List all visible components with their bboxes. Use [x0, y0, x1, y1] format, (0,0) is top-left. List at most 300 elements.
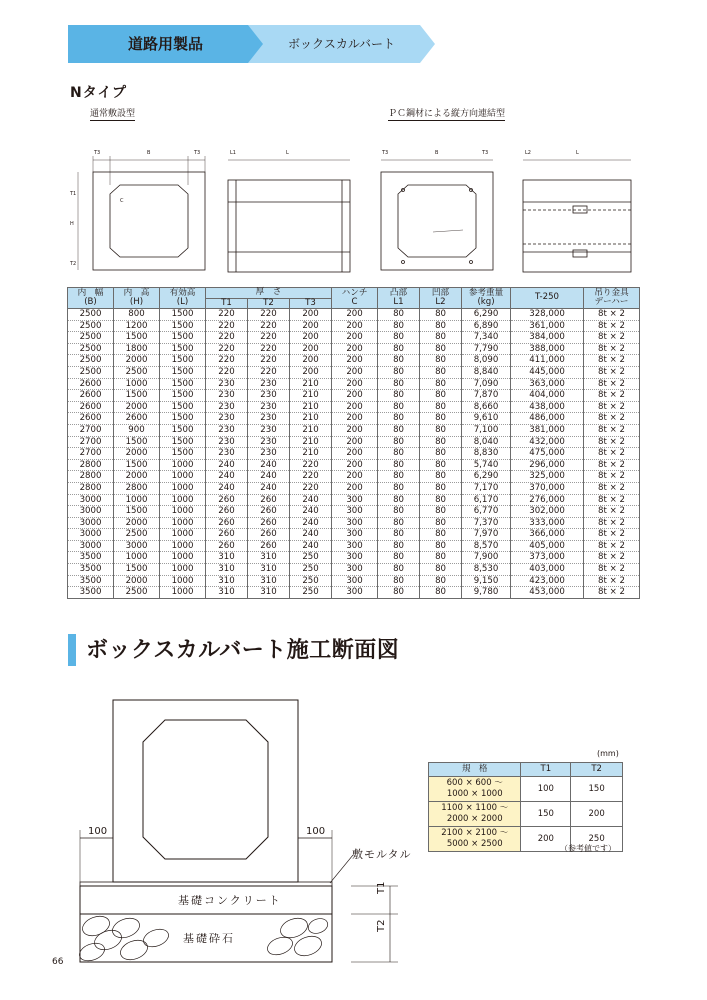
table-cell: 1000 [160, 575, 206, 587]
table-cell: 8t × 2 [584, 355, 640, 367]
table-cell: 8,570 [462, 540, 511, 552]
table-cell: 310 [206, 587, 248, 599]
table-cell: 310 [206, 575, 248, 587]
table-cell: 310 [206, 552, 248, 564]
table-row [68, 471, 640, 483]
table-cell: 210 [290, 401, 332, 413]
dim-l: L [286, 150, 289, 156]
table-cell: 325,000 [511, 471, 584, 483]
table-cell: 8t × 2 [584, 424, 640, 436]
table-cell: 80 [420, 309, 462, 321]
table-cell: 1500 [160, 390, 206, 402]
table-cell: 3000 [68, 517, 114, 529]
table-cell: 2500 [114, 366, 160, 378]
table-cell: 240 [206, 471, 248, 483]
table-cell: 80 [378, 390, 420, 402]
table-cell: 310 [248, 564, 290, 576]
table-row [68, 482, 640, 494]
table-cell: 361,000 [511, 320, 584, 332]
table-cell: 8t × 2 [584, 366, 640, 378]
dim-b-pc: B [435, 150, 439, 156]
table-cell: 220 [290, 471, 332, 483]
table-cell: 6,290 [462, 309, 511, 321]
table-cell: 230 [248, 401, 290, 413]
table-cell: 2500 [68, 366, 114, 378]
table-cell: 8t × 2 [584, 517, 640, 529]
table-cell: 2000 [114, 517, 160, 529]
table-cell: 363,000 [511, 378, 584, 390]
table-cell: 1000 [160, 552, 206, 564]
table-cell: 200 [332, 355, 378, 367]
table-cell: 240 [290, 517, 332, 529]
page-number: 66 [52, 957, 64, 967]
col-t3: T3 [290, 298, 332, 309]
table-cell: 80 [378, 355, 420, 367]
section-title-bar [68, 634, 76, 666]
table-cell: 240 [206, 482, 248, 494]
table-cell: 1000 [160, 482, 206, 494]
table-cell: 403,000 [511, 564, 584, 576]
table-cell: 9,610 [462, 413, 511, 425]
dim-l2: L2 [525, 150, 531, 156]
table-cell: 80 [420, 401, 462, 413]
cross-section-diagram [68, 690, 418, 970]
table-cell: 411,000 [511, 355, 584, 367]
table-cell: 80 [420, 320, 462, 332]
table-cell: 2000 [114, 471, 160, 483]
table-cell: 366,000 [511, 529, 584, 541]
table-cell: 8t × 2 [584, 506, 640, 518]
table-cell: 220 [206, 343, 248, 355]
foundation-concrete-label: 基礎コンクリート [178, 894, 282, 907]
table-cell: 250 [290, 552, 332, 564]
table-cell: 200 [332, 424, 378, 436]
table-cell: 260 [248, 506, 290, 518]
table-cell: 8t × 2 [584, 564, 640, 576]
table-cell: 260 [206, 494, 248, 506]
table-cell: 388,000 [511, 343, 584, 355]
thickness-col-t1: T1 [521, 763, 571, 777]
table-cell: 80 [378, 436, 420, 448]
crushed-stone-label: 基礎砕石 [183, 932, 235, 945]
table-cell: 220 [248, 309, 290, 321]
side-view-standard [228, 150, 350, 272]
table-cell: 2000 [114, 401, 160, 413]
table-cell: 1800 [114, 343, 160, 355]
table-cell: 80 [420, 378, 462, 390]
table-cell: 1000 [114, 378, 160, 390]
thickness-col-spec: 規 格 [429, 763, 521, 777]
table-cell: 7,100 [462, 424, 511, 436]
table-cell: 6,890 [462, 320, 511, 332]
table-cell: 8,090 [462, 355, 511, 367]
table-cell: 240 [290, 529, 332, 541]
table-cell: 200 [290, 366, 332, 378]
table-cell: 220 [248, 332, 290, 344]
table-cell: 1000 [160, 471, 206, 483]
table-cell: 80 [378, 587, 420, 599]
table-cell: 2500 [68, 343, 114, 355]
table-cell: 2500 [114, 529, 160, 541]
table-cell: 7,970 [462, 529, 511, 541]
type-title: Nタイプ [70, 85, 128, 101]
table-cell: 3500 [68, 575, 114, 587]
table-cell: 2500 [114, 587, 160, 599]
table-cell: 1500 [160, 332, 206, 344]
table-cell: 80 [420, 471, 462, 483]
table-cell: 8t × 2 [584, 401, 640, 413]
table-cell: 220 [206, 366, 248, 378]
table-cell: 240 [290, 494, 332, 506]
table-cell: 200 [290, 355, 332, 367]
table-cell: 220 [248, 355, 290, 367]
table-cell: 370,000 [511, 482, 584, 494]
table-cell: 432,000 [511, 436, 584, 448]
table-row [68, 552, 640, 564]
table-cell: 80 [420, 517, 462, 529]
table-row [68, 506, 640, 518]
table-cell: 80 [378, 529, 420, 541]
table-cell: 230 [206, 436, 248, 448]
table-cell: 5,740 [462, 459, 511, 471]
table-cell: 240 [248, 471, 290, 483]
table-cell: 240 [248, 459, 290, 471]
table-cell: 80 [378, 459, 420, 471]
table-cell: 230 [206, 448, 248, 460]
table-cell: 1500 [114, 459, 160, 471]
table-cell: 80 [378, 564, 420, 576]
thickness-row: 2100 × 2100 ～ 5000 × 2500 200 250 [429, 827, 623, 852]
table-cell: 2500 [68, 320, 114, 332]
table-cell: 8t × 2 [584, 459, 640, 471]
table-cell: 250 [290, 587, 332, 599]
table-cell: 310 [248, 575, 290, 587]
front-view-pc [381, 150, 493, 270]
table-cell: 80 [420, 355, 462, 367]
table-cell: 2800 [68, 471, 114, 483]
table-row [68, 401, 640, 413]
table-cell: 3500 [68, 564, 114, 576]
table-cell: 300 [332, 506, 378, 518]
dim-t2-section: T2 [376, 919, 387, 932]
table-cell: 2000 [114, 355, 160, 367]
table-row [68, 366, 640, 378]
table-cell: 2000 [114, 575, 160, 587]
table-cell: 210 [290, 424, 332, 436]
col-concave: 凹部 L2 [420, 288, 462, 309]
table-cell: 230 [248, 413, 290, 425]
table-cell: 300 [332, 517, 378, 529]
table-cell: 1500 [160, 378, 206, 390]
dim-c: C [120, 198, 124, 204]
table-cell: 230 [248, 390, 290, 402]
table-cell: 8t × 2 [584, 320, 640, 332]
table-cell: 260 [206, 506, 248, 518]
table-cell: 8,830 [462, 448, 511, 460]
table-cell: 1000 [160, 494, 206, 506]
table-cell: 2700 [68, 424, 114, 436]
dim-right-100: 100 [306, 826, 326, 837]
table-cell: 210 [290, 390, 332, 402]
table-cell: 230 [206, 401, 248, 413]
table-cell: 1500 [160, 320, 206, 332]
table-cell: 80 [378, 401, 420, 413]
table-cell: 80 [420, 343, 462, 355]
table-cell: 7,090 [462, 378, 511, 390]
table-cell: 230 [206, 424, 248, 436]
table-cell: 1000 [160, 529, 206, 541]
table-cell: 7,790 [462, 343, 511, 355]
table-cell: 220 [206, 320, 248, 332]
table-cell: 404,000 [511, 390, 584, 402]
table-cell: 200 [332, 436, 378, 448]
col-t1: T1 [206, 298, 248, 309]
table-row [68, 413, 640, 425]
col-thickness: 厚 さ [206, 288, 332, 299]
table-cell: 6,170 [462, 494, 511, 506]
table-cell: 296,000 [511, 459, 584, 471]
table-cell: 80 [378, 320, 420, 332]
table-cell: 80 [420, 529, 462, 541]
col-t2: T2 [248, 298, 290, 309]
table-cell: 2700 [68, 448, 114, 460]
table-row [68, 320, 640, 332]
dim-t3-pc-right: T3 [482, 150, 489, 156]
table-cell: 302,000 [511, 506, 584, 518]
mortar-label: 敷モルタル [352, 848, 412, 861]
table-cell: 80 [378, 343, 420, 355]
col-haunch: ハンチ C [332, 288, 378, 309]
table-cell: 220 [206, 332, 248, 344]
table-cell: 80 [378, 332, 420, 344]
table-cell: 2600 [114, 413, 160, 425]
table-cell: 80 [420, 494, 462, 506]
dim-l1: L1 [230, 150, 236, 156]
table-row [68, 494, 640, 506]
table-cell: 80 [420, 575, 462, 587]
table-cell: 3000 [68, 494, 114, 506]
dim-t1: T1 [70, 191, 77, 197]
table-cell: 200 [290, 332, 332, 344]
reference-note: （参考値です） [560, 844, 616, 853]
table-cell: 300 [332, 552, 378, 564]
table-cell: 1500 [114, 436, 160, 448]
table-cell: 200 [290, 343, 332, 355]
table-cell: 8t × 2 [584, 343, 640, 355]
table-cell: 200 [332, 413, 378, 425]
col-width: 内 幅 (B) [68, 288, 114, 309]
table-cell: 900 [114, 424, 160, 436]
table-cell: 80 [378, 482, 420, 494]
dim-left-100: 100 [88, 826, 108, 837]
table-cell: 300 [332, 540, 378, 552]
table-cell: 80 [378, 448, 420, 460]
table-cell: 210 [290, 436, 332, 448]
table-cell: 230 [248, 448, 290, 460]
table-row [68, 448, 640, 460]
table-cell: 220 [290, 459, 332, 471]
dim-h: H [70, 221, 74, 227]
table-cell: 250 [290, 575, 332, 587]
table-cell: 220 [248, 320, 290, 332]
table-cell: 210 [290, 413, 332, 425]
table-row [68, 309, 640, 321]
table-cell: 220 [290, 482, 332, 494]
table-cell: 8t × 2 [584, 309, 640, 321]
table-cell: 80 [420, 482, 462, 494]
table-cell: 1500 [160, 448, 206, 460]
table-cell: 3000 [68, 506, 114, 518]
table-cell: 80 [378, 378, 420, 390]
col-lifting: 吊り金具 デーハー [584, 288, 640, 309]
table-cell: 200 [290, 309, 332, 321]
table-cell: 381,000 [511, 424, 584, 436]
col-height: 内 高 (H) [114, 288, 160, 309]
table-cell: 1000 [160, 506, 206, 518]
table-row [68, 587, 640, 599]
table-cell: 80 [420, 552, 462, 564]
table-cell: 486,000 [511, 413, 584, 425]
table-cell: 1500 [160, 309, 206, 321]
table-cell: 2500 [68, 332, 114, 344]
table-cell: 200 [332, 309, 378, 321]
table-cell: 328,000 [511, 309, 584, 321]
table-cell: 80 [420, 390, 462, 402]
table-cell: 7,340 [462, 332, 511, 344]
table-cell: 8t × 2 [584, 529, 640, 541]
table-cell: 220 [248, 366, 290, 378]
table-cell: 8t × 2 [584, 587, 640, 599]
table-cell: 1000 [160, 587, 206, 599]
table-cell: 240 [206, 459, 248, 471]
table-cell: 80 [420, 436, 462, 448]
table-cell: 7,900 [462, 552, 511, 564]
table-cell: 1500 [160, 413, 206, 425]
table-cell: 7,870 [462, 390, 511, 402]
table-cell: 8,530 [462, 564, 511, 576]
dim-t3: T3 [94, 150, 101, 156]
table-row [68, 540, 640, 552]
table-cell: 2500 [68, 355, 114, 367]
table-cell: 260 [248, 529, 290, 541]
table-cell: 230 [248, 436, 290, 448]
table-cell: 200 [332, 320, 378, 332]
table-cell: 2700 [68, 436, 114, 448]
table-cell: 310 [206, 564, 248, 576]
table-cell: 220 [206, 355, 248, 367]
table-cell: 200 [332, 482, 378, 494]
table-cell: 80 [420, 448, 462, 460]
table-row [68, 517, 640, 529]
table-cell: 8t × 2 [584, 471, 640, 483]
header-tabs [68, 25, 435, 63]
table-cell: 1000 [160, 459, 206, 471]
table-cell: 80 [378, 494, 420, 506]
table-cell: 7,370 [462, 517, 511, 529]
spec-table [67, 287, 640, 599]
dim-t1-section: T1 [376, 881, 387, 894]
table-cell: 1000 [114, 494, 160, 506]
table-cell: 300 [332, 575, 378, 587]
table-cell: 240 [290, 540, 332, 552]
table-cell: 8t × 2 [584, 413, 640, 425]
table-cell: 3000 [114, 540, 160, 552]
table-cell: 2600 [68, 401, 114, 413]
thickness-col-t2: T2 [571, 763, 623, 777]
table-cell: 276,000 [511, 494, 584, 506]
dim-t3-right: T3 [194, 150, 201, 156]
drawing-label-right: ＰＣ鋼材による縦方向連結型 [388, 109, 506, 119]
subcategory-title: ボックスカルバート [288, 37, 396, 51]
table-cell: 1500 [160, 401, 206, 413]
table-cell: 240 [248, 482, 290, 494]
table-cell: 240 [290, 506, 332, 518]
table-cell: 220 [248, 343, 290, 355]
table-cell: 423,000 [511, 575, 584, 587]
table-cell: 80 [378, 552, 420, 564]
table-cell: 80 [420, 366, 462, 378]
table-cell: 8t × 2 [584, 436, 640, 448]
table-cell: 80 [420, 424, 462, 436]
table-cell: 8t × 2 [584, 494, 640, 506]
table-cell: 80 [378, 309, 420, 321]
table-cell: 1000 [160, 564, 206, 576]
table-cell: 230 [248, 424, 290, 436]
table-cell: 80 [420, 587, 462, 599]
table-cell: 8t × 2 [584, 378, 640, 390]
table-cell: 250 [290, 564, 332, 576]
table-cell: 80 [420, 413, 462, 425]
col-price: T-250 [511, 288, 584, 309]
table-cell: 1000 [160, 517, 206, 529]
table-row [68, 343, 640, 355]
table-row [68, 436, 640, 448]
table-cell: 80 [378, 424, 420, 436]
table-cell: 2800 [114, 482, 160, 494]
table-cell: 8,040 [462, 436, 511, 448]
table-cell: 3500 [68, 587, 114, 599]
col-effective-height: 有効高 (L) [160, 288, 206, 309]
table-cell: 260 [248, 517, 290, 529]
table-cell: 260 [206, 540, 248, 552]
table-cell: 200 [332, 459, 378, 471]
table-cell: 1500 [114, 564, 160, 576]
table-row [68, 459, 640, 471]
table-cell: 1500 [160, 424, 206, 436]
table-row [68, 529, 640, 541]
table-cell: 1500 [160, 343, 206, 355]
table-cell: 210 [290, 378, 332, 390]
front-view-standard [69, 150, 205, 270]
table-cell: 310 [248, 587, 290, 599]
table-cell: 80 [378, 471, 420, 483]
table-cell: 2600 [68, 378, 114, 390]
table-cell: 80 [420, 540, 462, 552]
table-cell: 300 [332, 564, 378, 576]
table-cell: 438,000 [511, 401, 584, 413]
table-cell: 1500 [160, 355, 206, 367]
table-cell: 80 [420, 332, 462, 344]
technical-drawings [68, 140, 640, 285]
section-title: ボックスカルバート施工断面図 [86, 638, 400, 663]
table-cell: 1000 [114, 552, 160, 564]
table-row [68, 390, 640, 402]
table-cell: 8t × 2 [584, 482, 640, 494]
box-culvert-inner [143, 720, 268, 859]
table-cell: 2800 [68, 459, 114, 471]
table-cell: 1500 [114, 390, 160, 402]
table-cell: 6,770 [462, 506, 511, 518]
